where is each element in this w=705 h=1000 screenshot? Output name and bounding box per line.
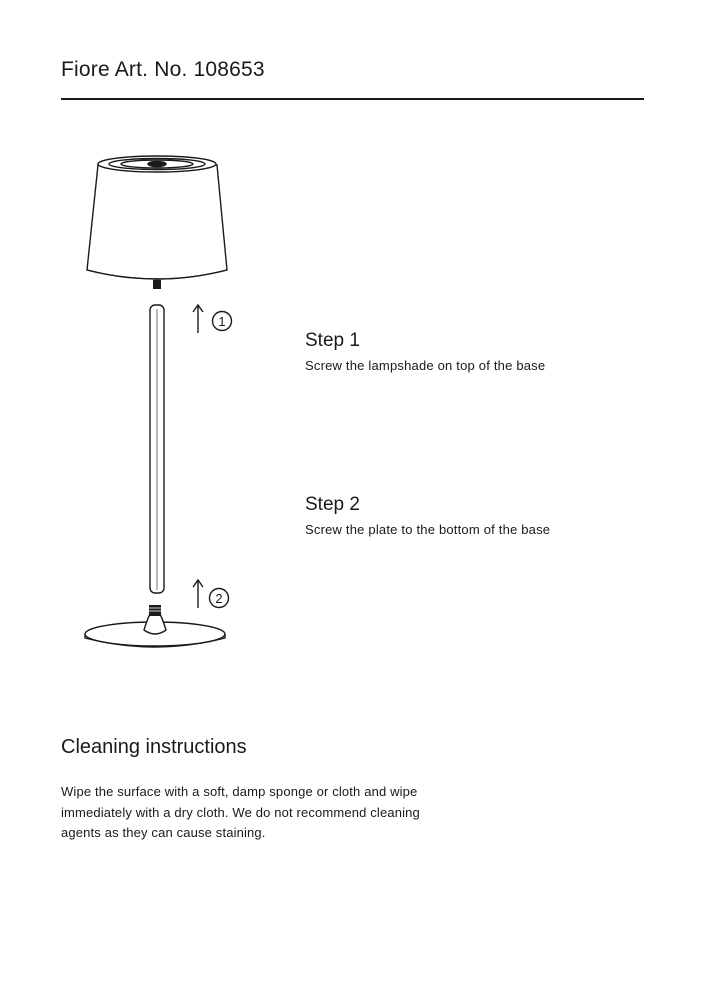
page-title: Fiore Art. No. 108653 xyxy=(61,58,265,81)
step-1-marker-label: 1 xyxy=(218,314,226,329)
cleaning-heading: Cleaning instructions xyxy=(61,736,247,758)
base-plate-drawing xyxy=(85,605,225,647)
step-2-title: Step 2 xyxy=(305,494,360,515)
step-1 xyxy=(305,330,545,373)
arrow-up-icon xyxy=(193,580,203,608)
step-2-text: Screw the plate to the bottom of the base xyxy=(305,522,551,537)
step-1-text: Screw the lampshade on top of the base xyxy=(305,358,546,373)
lampshade-drawing xyxy=(87,156,227,289)
arrow-up-icon xyxy=(193,305,203,333)
step-2-marker-label: 2 xyxy=(215,591,223,606)
step-2 xyxy=(305,494,550,537)
cleaning-body: Wipe the surface with a soft, damp sponge or cloth and wipe immediately with a dry cloth. We do not recommend cleaning agents as they can cause staining. xyxy=(61,784,420,840)
lamp-stem-drawing xyxy=(150,305,164,593)
step-1-title: Step 1 xyxy=(305,330,360,351)
